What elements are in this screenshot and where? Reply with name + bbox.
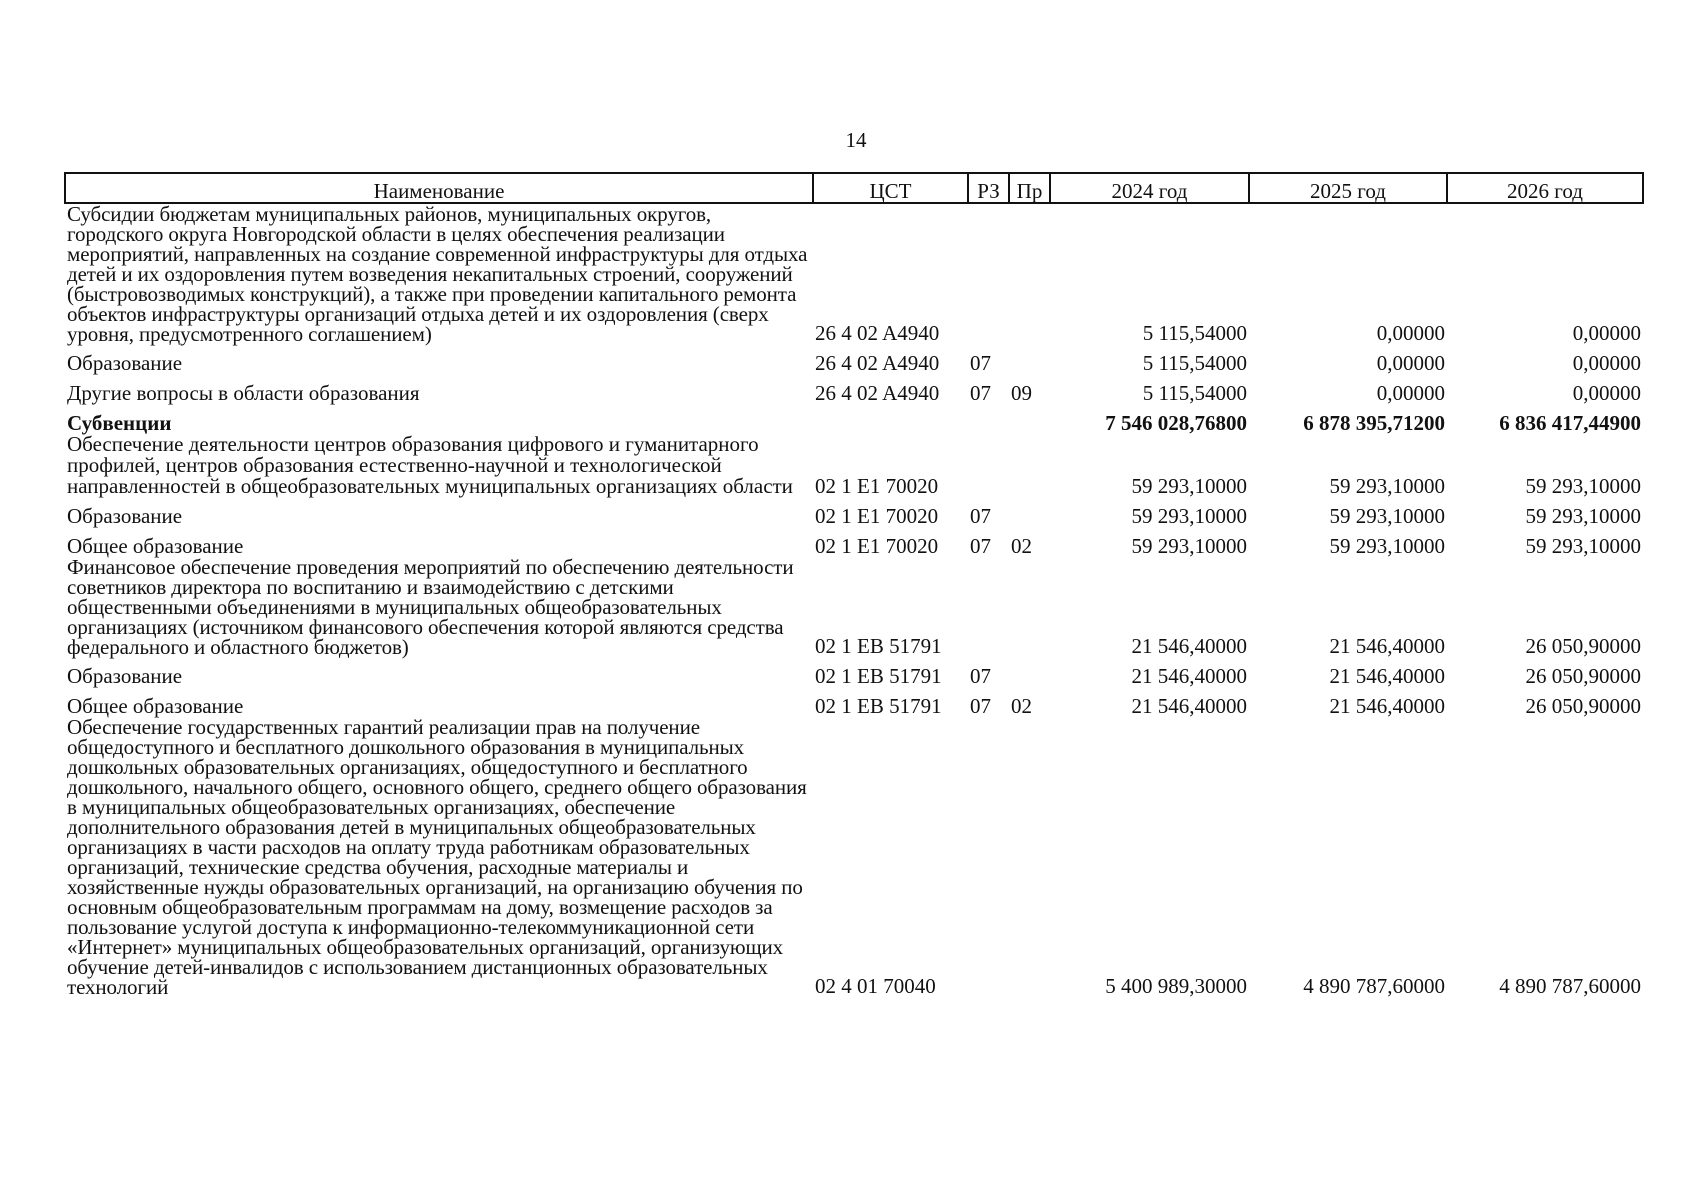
row-value-2025: 4 890 787,60000	[1303, 974, 1445, 998]
table-row	[65, 344, 1643, 374]
header-2024: 2024 год	[1050, 173, 1249, 203]
row-pr: 09	[1011, 381, 1032, 405]
row-value-2026: 26 050,90000	[1525, 664, 1641, 688]
row-name: Финансовое обеспечение проведения мероприятий по обеспечению деятельности советников директора по воспитанию и взаимодействию с детскими общественными объединениями в муниципальных общеобразовательных организациях (источником финансового обеспечения которой являются средства федерального и областного бюджетов)	[67, 555, 794, 659]
row-cst: 02 1 E1 70020	[815, 534, 939, 558]
row-pr	[1009, 717, 1050, 997]
row-value-2025: 0,00000	[1376, 351, 1445, 375]
row-name: Обеспечение государственных гарантий реализации прав на получение общедоступного и бесплатного дошкольного образования в муниципальных дошкольных образовательных организациях, общедоступного и бесплатного дошкольного, начального общего, основного общего, среднего общего образования в муниципальных общеобразовательных организациях, обеспечение дополнительного образования детей в муниципальных общеобразовательных организациях в части расходов на оплату труда работникам образовательных организаций, технические средства обучения, расходные материалы и хозяйственные нужды образовательных организаций, на организацию обучения по основным общеобразовательным программам на дому, возмещение расходов за пользование услугой доступа к информационно-телекоммуникационной сети «Интернет» муниципальных общеобразовательных организаций, организующих обучение детей-инвалидов с использованием дистанционных образовательных технологий	[67, 715, 807, 999]
row-pr	[1009, 203, 1050, 344]
table-row	[65, 717, 1643, 997]
row-pr	[1009, 497, 1050, 527]
row-name: Образование	[67, 664, 183, 688]
row-value-2026: 59 293,10000	[1525, 474, 1641, 498]
row-value-2025: 59 293,10000	[1329, 504, 1445, 528]
row-rz	[968, 717, 1009, 997]
row-cst: 26 4 02 A4940	[815, 321, 940, 345]
row-name: Образование	[67, 504, 183, 528]
table-row	[65, 404, 1643, 434]
table-row	[65, 203, 1643, 344]
table-row	[65, 527, 1643, 557]
table-header	[65, 173, 1643, 203]
row-pr	[1009, 434, 1050, 497]
budget-table	[64, 172, 1644, 997]
row-value-2026: 59 293,10000	[1525, 504, 1641, 528]
row-value-2025: 6 878 395,71200	[1303, 411, 1445, 435]
table-row	[65, 687, 1643, 717]
row-rz: 07	[970, 694, 991, 718]
row-value-2024: 7 546 028,76800	[1105, 411, 1247, 435]
row-name: Субвенции	[67, 411, 172, 435]
row-name: Обеспечение деятельности центров образования цифрового и гуманитарного профилей, центров образования естественно-научной и технологической направленностей в общеобразовательных муниципальных организациях области	[67, 432, 793, 498]
table-row	[65, 434, 1643, 497]
row-value-2024: 59 293,10000	[1131, 474, 1247, 498]
row-name: Образование	[67, 351, 183, 375]
row-rz: 07	[970, 351, 991, 375]
row-rz: 07	[970, 504, 991, 528]
row-cst: 02 1 EB 51791	[815, 634, 942, 658]
header-2025: 2025 год	[1249, 173, 1447, 203]
row-value-2026: 26 050,90000	[1525, 634, 1641, 658]
row-name: Субсидии бюджетам муниципальных районов, муниципальных округов, городского округа Новгородской области в целях обеспечения реализации мероприятий, направленных на создание современной инфраструктуры для отдыха детей и их оздоровления путем возведения некапитальных строений, сооружений (быстровозводимых конструкций), а также при проведении капитального ремонта объектов инфраструктуры организаций отдыха детей и их оздоровления (сверх уровня, предусмотренного соглашением)	[67, 202, 808, 346]
row-value-2025: 0,00000	[1376, 321, 1445, 345]
row-value-2025: 21 546,40000	[1329, 634, 1445, 658]
row-rz	[968, 434, 1009, 497]
row-cst: 02 1 EB 51791	[815, 664, 942, 688]
table-row	[65, 497, 1643, 527]
row-name: Общее образование	[67, 534, 244, 558]
row-pr	[1009, 557, 1050, 657]
header-name: Наименование	[65, 173, 813, 203]
row-cst: 02 1 E1 70020	[815, 474, 939, 498]
row-value-2024: 5 400 989,30000	[1105, 974, 1247, 998]
row-value-2024: 59 293,10000	[1131, 534, 1247, 558]
row-value-2026: 59 293,10000	[1525, 534, 1641, 558]
page-number: 14	[845, 128, 867, 152]
row-pr: 02	[1011, 694, 1032, 718]
row-value-2025: 21 546,40000	[1329, 664, 1445, 688]
row-value-2026: 26 050,90000	[1525, 694, 1641, 718]
row-value-2026: 4 890 787,60000	[1499, 974, 1641, 998]
row-pr	[1009, 344, 1050, 374]
row-value-2025: 21 546,40000	[1329, 694, 1445, 718]
row-cst	[813, 404, 968, 434]
row-value-2026: 6 836 417,44900	[1499, 411, 1641, 435]
row-rz	[968, 557, 1009, 657]
header-pr: Пр	[1009, 173, 1050, 203]
row-pr: 02	[1011, 534, 1032, 558]
row-value-2026: 0,00000	[1572, 321, 1641, 345]
row-value-2026: 0,00000	[1572, 351, 1641, 375]
row-value-2024: 21 546,40000	[1131, 694, 1247, 718]
header-2026: 2026 год	[1447, 173, 1643, 203]
row-cst: 02 1 EB 51791	[815, 694, 942, 718]
row-cst: 26 4 02 A4940	[815, 381, 940, 405]
row-cst: 02 1 E1 70020	[815, 504, 939, 528]
table-body	[65, 203, 1643, 997]
row-rz: 07	[970, 381, 991, 405]
row-rz	[968, 203, 1009, 344]
row-value-2024: 5 115,54000	[1142, 321, 1247, 345]
table-row	[65, 657, 1643, 687]
row-value-2024: 59 293,10000	[1131, 504, 1247, 528]
row-value-2025: 59 293,10000	[1329, 534, 1445, 558]
header-rz: РЗ	[968, 173, 1009, 203]
row-rz: 07	[970, 534, 991, 558]
row-value-2024: 21 546,40000	[1131, 664, 1247, 688]
row-cst: 26 4 02 A4940	[815, 351, 940, 375]
row-name: Другие вопросы в области образования	[67, 381, 420, 405]
row-cst: 02 4 01 70040	[815, 974, 936, 998]
row-value-2024: 21 546,40000	[1131, 634, 1247, 658]
row-pr	[1009, 657, 1050, 687]
row-rz	[968, 404, 1009, 434]
row-value-2024: 5 115,54000	[1142, 381, 1247, 405]
row-value-2025: 0,00000	[1376, 381, 1445, 405]
row-value-2025: 59 293,10000	[1329, 474, 1445, 498]
table-row	[65, 557, 1643, 657]
table-row	[65, 374, 1643, 404]
header-cst: ЦСТ	[813, 173, 968, 203]
row-value-2026: 0,00000	[1572, 381, 1641, 405]
row-name: Общее образование	[67, 694, 244, 718]
row-value-2024: 5 115,54000	[1142, 351, 1247, 375]
row-rz: 07	[970, 664, 991, 688]
row-pr	[1009, 404, 1050, 434]
